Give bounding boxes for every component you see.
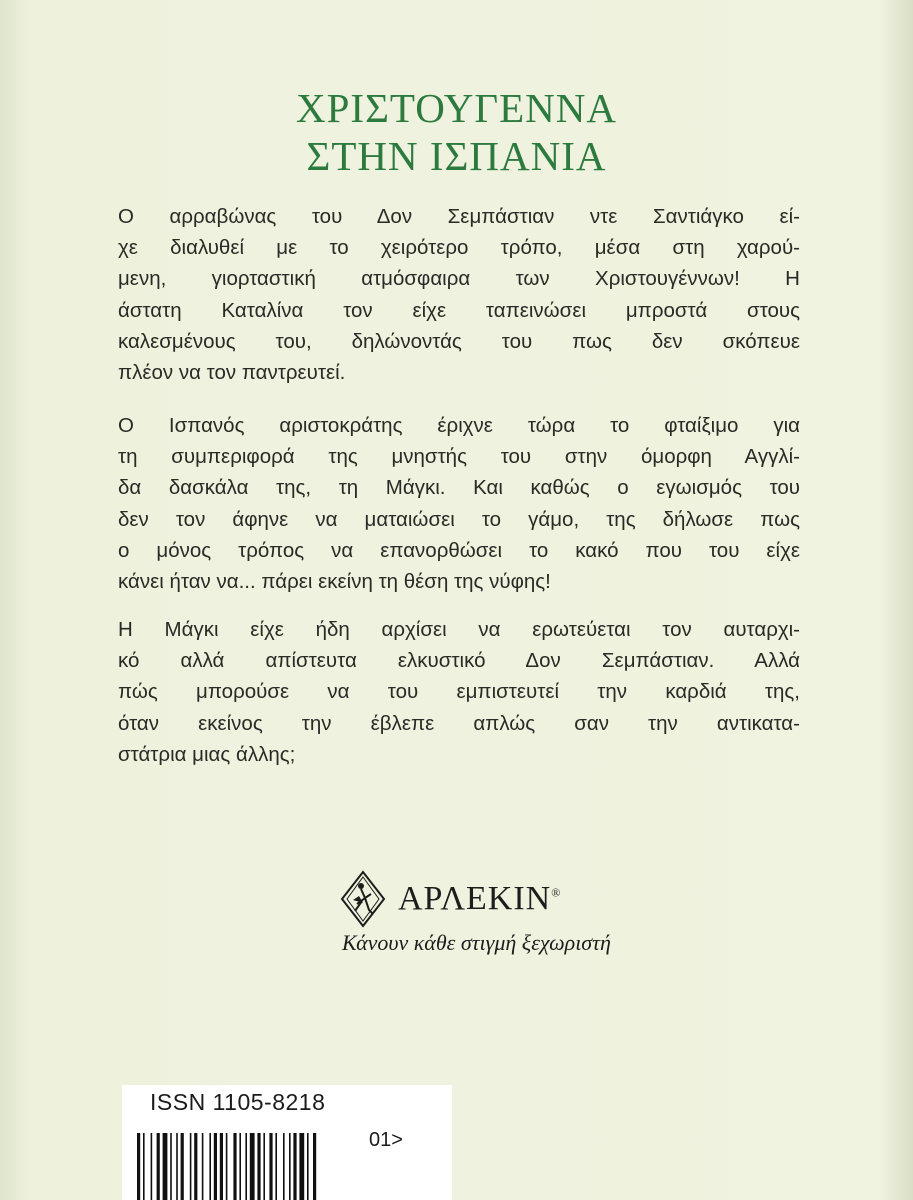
blurb-paragraph-1 <box>118 201 800 388</box>
text-line: χε διαλυθεί με το χειρότερο τρόπο, μέσα στη χαρού- <box>118 236 800 260</box>
addon-marker: > <box>391 1129 403 1151</box>
text-line: στάτρια μιας άλλης; <box>118 742 296 766</box>
text-line: Η Μάγκι είχε ήδη αρχίσει να ερωτεύεται τον αυταρχι- <box>118 618 800 641</box>
title-line-2: ΣΤΗΝ ΙΣΠΑΝΙΑ <box>306 133 607 179</box>
text-line: καλεσμένους του, δηλώνοντάς του πως δεν σκόπευε <box>118 329 800 353</box>
text-line: μενη, γιορταστική ατμόσφαιρα των Χριστουγέννων! Η <box>118 267 800 291</box>
registered-mark: ® <box>551 885 562 900</box>
text-line: πλέον να τον παντρευτεί. <box>118 361 346 385</box>
publisher-name: ΑΡΛΕΚΙΝ® <box>398 880 562 917</box>
text-line: κό αλλά απίστευτα ελκυστικό Δον Σεμπάστιαν. Αλλά <box>118 649 800 673</box>
text-line: όταν εκείνος την έβλεπε απλώς σαν την αντικατα- <box>118 711 800 735</box>
text-line: Ο Ισπανός αριστοκράτης έριχνε τώρα το φταίξιμο για <box>118 414 800 437</box>
harlequin-diamond-icon <box>340 870 386 928</box>
text-line: Ο αρραβώνας του Δον Σεμπάστιαν ντε Σαντιάγκο εί- <box>118 205 800 228</box>
text-line: πώς μπορούσε να του εμπιστευτεί την καρδιά της, <box>118 680 800 704</box>
blurb-paragraph-2 <box>118 410 800 597</box>
text-line: ο μόνος τρόπος να επανορθώσει το κακό που του είχε <box>118 538 800 562</box>
barcode <box>137 1133 362 1200</box>
blurb-paragraph-3 <box>118 614 800 770</box>
issn-label: ISSN 1105-8218 <box>150 1089 326 1115</box>
text-line: τη συμπεριφορά της μνηστής του στην όμορφη Αγγλί- <box>118 445 800 469</box>
publisher-logo <box>340 870 600 930</box>
addon-code: 01> <box>369 1129 403 1151</box>
text-line: δα δασκάλα της, τη Μάγκι. Και καθώς ο εγωισμός του <box>118 476 800 500</box>
text-line: κάνει ήταν να... πάρει εκείνη τη θέση της νύφης! <box>118 570 551 594</box>
barcode-area <box>122 1085 452 1200</box>
text-line: δεν τον άφηνε να ματαιώσει το γάμο, της δήλωσε πως <box>118 507 800 531</box>
text-line: άστατη Καταλίνα τον είχε ταπεινώσει μπροστά στους <box>118 298 800 322</box>
publisher-tagline: Κάνουν κάθε στιγμή ξεχωριστή <box>342 930 611 955</box>
title-line-1: ΧΡΙΣΤΟΥΓΕΝΝΑ <box>296 85 617 131</box>
